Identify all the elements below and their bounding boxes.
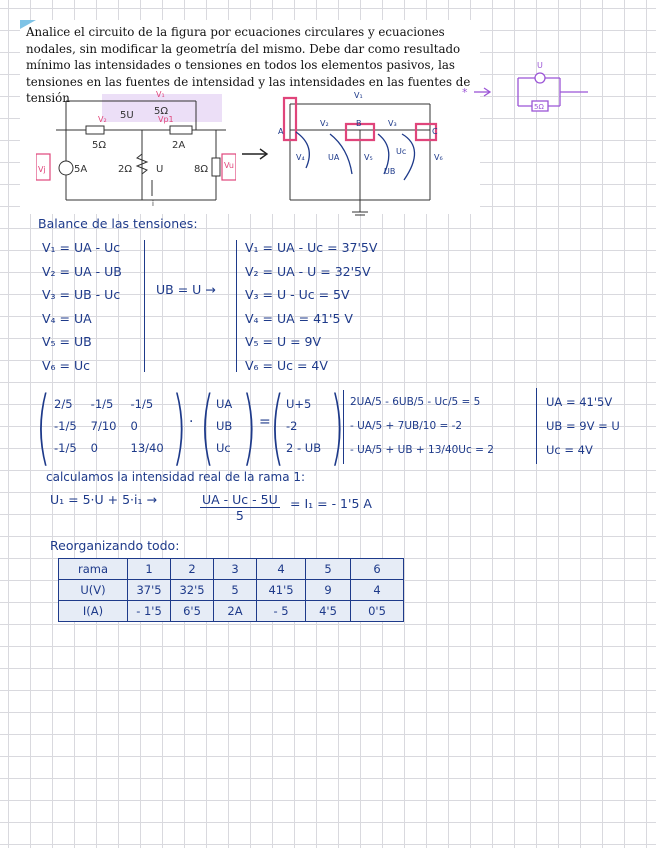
label-vp1: Vp1 xyxy=(158,115,174,124)
table-cell: 6 xyxy=(351,559,404,580)
divider-line xyxy=(536,388,537,464)
label-v6-a: V₆ xyxy=(434,153,443,162)
table-cell: 32'5 xyxy=(171,580,214,601)
label-ua: UA xyxy=(328,153,340,162)
label-source-top: 5U xyxy=(120,110,134,121)
table-cell: 2 xyxy=(171,559,214,580)
current-result: = I₁ = - 1'5 A xyxy=(290,496,372,511)
vector-paren-left: ( xyxy=(200,380,215,475)
rhs-paren-left: ( xyxy=(270,380,285,475)
table-header-row xyxy=(59,559,404,580)
label-u: U xyxy=(156,164,164,175)
label-v3-a: V₃ xyxy=(388,119,397,128)
rhs-paren-right: ) xyxy=(330,380,345,475)
label-src-mid: 2A xyxy=(172,140,186,151)
problem-statement: Analice el circuito de la figura por ecuaciones circulares y ecuaciones nodales, sin modificar la geometría del mismo. Debe dar como resultado mínimo las intensidades o tensiones en todos los elementos pasivos, las tensiones en las fuentes de intensidad y las intensidades en las fuentes de tensión xyxy=(26,25,471,105)
equals-operator: = xyxy=(259,414,271,430)
node-b: B xyxy=(356,119,362,128)
label-uc: Uc xyxy=(396,147,407,156)
equation-v5: V₅ = UB xyxy=(42,334,92,349)
fraction-denominator: 5 xyxy=(235,508,244,523)
table-cell: 6'5 xyxy=(171,601,214,622)
equation-system xyxy=(350,390,494,462)
arrow-right-icon xyxy=(240,148,272,160)
label-v2-a: V₂ xyxy=(320,119,329,128)
label-vu: Vu xyxy=(224,161,234,170)
solution-uc: Uc = 4V xyxy=(546,443,593,457)
table-cell: U(V) xyxy=(59,580,128,601)
label-r-left: 5Ω xyxy=(92,140,107,151)
equation-v4: V₄ = UA xyxy=(42,310,92,326)
calc-title: calculamos la intensidad real de la rama 1: xyxy=(46,470,306,484)
equation-v1: V₁ = UA - Uc xyxy=(42,240,121,255)
equation-v6: V₆ = Uc xyxy=(42,357,91,373)
table-cell: 4 xyxy=(257,559,306,580)
node-c: C xyxy=(432,127,438,136)
right-equations xyxy=(245,236,377,377)
result-v1: V₁ = UA - Uc = 37'5V xyxy=(245,240,378,255)
label-v1: V₁ xyxy=(156,90,165,99)
coefficient-matrix: 2/5 -1/5 -1/5 -1/5 7/10 0 -1/5 0 13/40 xyxy=(54,397,164,455)
divider-line xyxy=(343,390,344,464)
balance-title: Balance de las tensiones: xyxy=(38,216,198,231)
table-cell: 41'5 xyxy=(257,580,306,601)
analysis-circuit-diagram xyxy=(276,88,476,222)
table-cell: 4 xyxy=(351,580,404,601)
unknown-vector: UA UB Uc xyxy=(216,397,233,455)
sketch-r: 5Ω xyxy=(534,103,544,111)
label-r-mid: 2Ω xyxy=(118,164,133,175)
results-table xyxy=(58,558,404,622)
rhs-vector: U+5 -2 2 - UB xyxy=(286,397,322,455)
table-cell: 9 xyxy=(306,580,351,601)
dot-operator: · xyxy=(189,414,194,430)
table-cell: I(A) xyxy=(59,601,128,622)
result-v5: V₅ = U = 9V xyxy=(245,334,322,349)
result-v3: V₃ = U - Uc = 5V xyxy=(245,287,350,302)
label-v4-a: V₄ xyxy=(296,153,305,162)
table-row xyxy=(59,580,404,601)
table-cell: 5 xyxy=(214,580,257,601)
solution-ub: UB = 9V = U xyxy=(546,419,620,433)
matrix-paren-left: ( xyxy=(36,380,51,475)
system-eq-2: - UA/5 + 7UB/10 = -2 xyxy=(350,420,463,432)
solution-ua: UA = 41'5V xyxy=(546,395,613,409)
current-fraction xyxy=(200,492,280,523)
calc-equation: U₁ = 5·U + 5·i₁ → xyxy=(50,492,157,507)
equation-v3: V₃ = UB - Uc xyxy=(42,287,121,302)
table-cell: - 5 xyxy=(257,601,306,622)
vector-paren-right: ) xyxy=(242,380,257,475)
divider-line xyxy=(236,240,237,372)
table-cell: 5 xyxy=(306,559,351,580)
left-equations xyxy=(42,236,122,377)
system-eq-1: 2UA/5 - 6UB/5 - Uc/5 = 5 xyxy=(350,396,481,408)
table-cell: 3 xyxy=(214,559,257,580)
matrix-paren-right: ) xyxy=(172,380,187,475)
label-v1-a: V₁ xyxy=(354,91,363,100)
source-sketch-diagram xyxy=(460,58,590,130)
label-vj: Vj xyxy=(38,165,46,174)
table-cell: 2A xyxy=(214,601,257,622)
sketch-u: U xyxy=(537,61,543,70)
label-v2: V₂ xyxy=(98,115,107,124)
original-circuit-diagram xyxy=(36,88,236,212)
label-r-right: 8Ω xyxy=(194,164,209,175)
node-a: A xyxy=(278,127,284,136)
result-v2: V₂ = UA - U = 32'5V xyxy=(245,263,371,279)
fraction-numerator: UA - Uc - 5U xyxy=(202,492,278,507)
label-i: i xyxy=(152,200,154,208)
table-cell: 4'5 xyxy=(306,601,351,622)
result-v6: V₆ = Uc = 4V xyxy=(245,357,328,373)
reorg-title: Reorganizando todo: xyxy=(50,538,180,553)
table-cell: 37'5 xyxy=(128,580,171,601)
label-src-left: 5A xyxy=(74,164,88,175)
table-cell: 0'5 xyxy=(351,601,404,622)
label-v5-a: V₅ xyxy=(364,153,373,162)
equation-v2: V₂ = UA - UB xyxy=(42,263,122,279)
result-v4: V₄ = UA = 41'5 V xyxy=(245,310,353,326)
table-cell: 1 xyxy=(128,559,171,580)
table-row xyxy=(59,601,404,622)
label-ub: UB xyxy=(384,167,396,176)
ub-equals-u: UB = U → xyxy=(156,282,216,297)
label-r-top: 5Ω xyxy=(154,106,169,117)
table-cell: rama xyxy=(59,559,128,580)
divider-line xyxy=(144,240,145,372)
sketch-star: * xyxy=(462,86,468,99)
system-eq-3: - UA/5 + UB + 13/40Uc = 2 xyxy=(350,444,494,456)
table-cell: - 1'5 xyxy=(128,601,171,622)
solution-values xyxy=(546,390,620,462)
